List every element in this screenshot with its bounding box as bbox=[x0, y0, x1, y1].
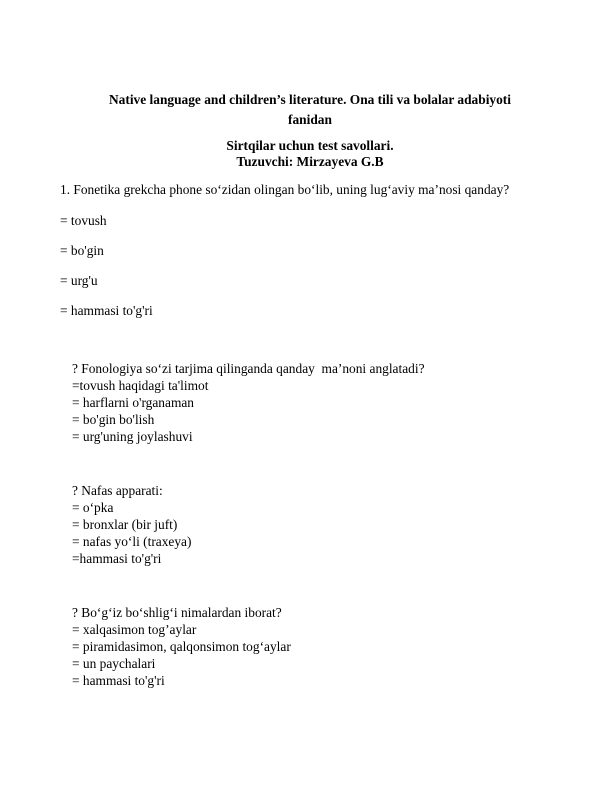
answer-option: = xalqasimon tog’aylar bbox=[72, 622, 197, 637]
answer-option: =hammasi to'g'ri bbox=[72, 551, 162, 566]
answer-option: =tovush haqidagi ta'limot bbox=[72, 378, 209, 393]
answer-option: = bronxlar (bir juft) bbox=[72, 517, 178, 532]
answer-option: = urg'uning joylashuvi bbox=[72, 429, 193, 444]
answer-option: = hammasi to'g'ri bbox=[72, 673, 165, 688]
answer-option: = un paychalari bbox=[72, 656, 156, 671]
question-text: ? Fonologiya so‘zi tarjima qilinganda qanday ma’noni anglatadi? bbox=[72, 361, 425, 376]
answer-option: = urg'u bbox=[60, 273, 98, 288]
question-text: 1. Fonetika grekcha phone so‘zidan olingan bo‘lib, uning lug‘aviy ma’nosi qanday? bbox=[60, 182, 510, 197]
question-block-1 bbox=[60, 181, 540, 319]
subtitle-line-2: Tuzuvchi: Mirzayeva G.B bbox=[236, 154, 384, 169]
answer-option: = bo'gin bbox=[60, 243, 104, 258]
question-block-3 bbox=[72, 482, 552, 567]
answer-option: = bo'gin bo'lish bbox=[72, 412, 155, 427]
question-block-4 bbox=[72, 604, 552, 689]
answer-option: = tovush bbox=[60, 213, 107, 228]
answer-option: = harflarni o'rganaman bbox=[72, 395, 194, 410]
document-title: Native language and children’s literature. Ona tili va bolalar adabiyoti fanidan bbox=[109, 92, 511, 127]
answer-option: = nafas yo‘li (traxeya) bbox=[72, 534, 192, 549]
question-block-2 bbox=[72, 360, 552, 445]
answer-option: = o‘pka bbox=[72, 500, 114, 515]
document-subtitle bbox=[90, 138, 530, 170]
answer-option: = piramidasimon, qalqonsimon tog‘aylar bbox=[72, 639, 291, 654]
question-text: ? Bo‘g‘iz bo‘shlig‘i nimalardan iborat? bbox=[72, 605, 282, 620]
question-text: ? Nafas apparati: bbox=[72, 483, 163, 498]
subtitle-line-1: Sirtqilar uchun test savollari. bbox=[226, 138, 394, 153]
document-header bbox=[90, 90, 530, 170]
answer-option: = hammasi to'g'ri bbox=[60, 303, 153, 318]
